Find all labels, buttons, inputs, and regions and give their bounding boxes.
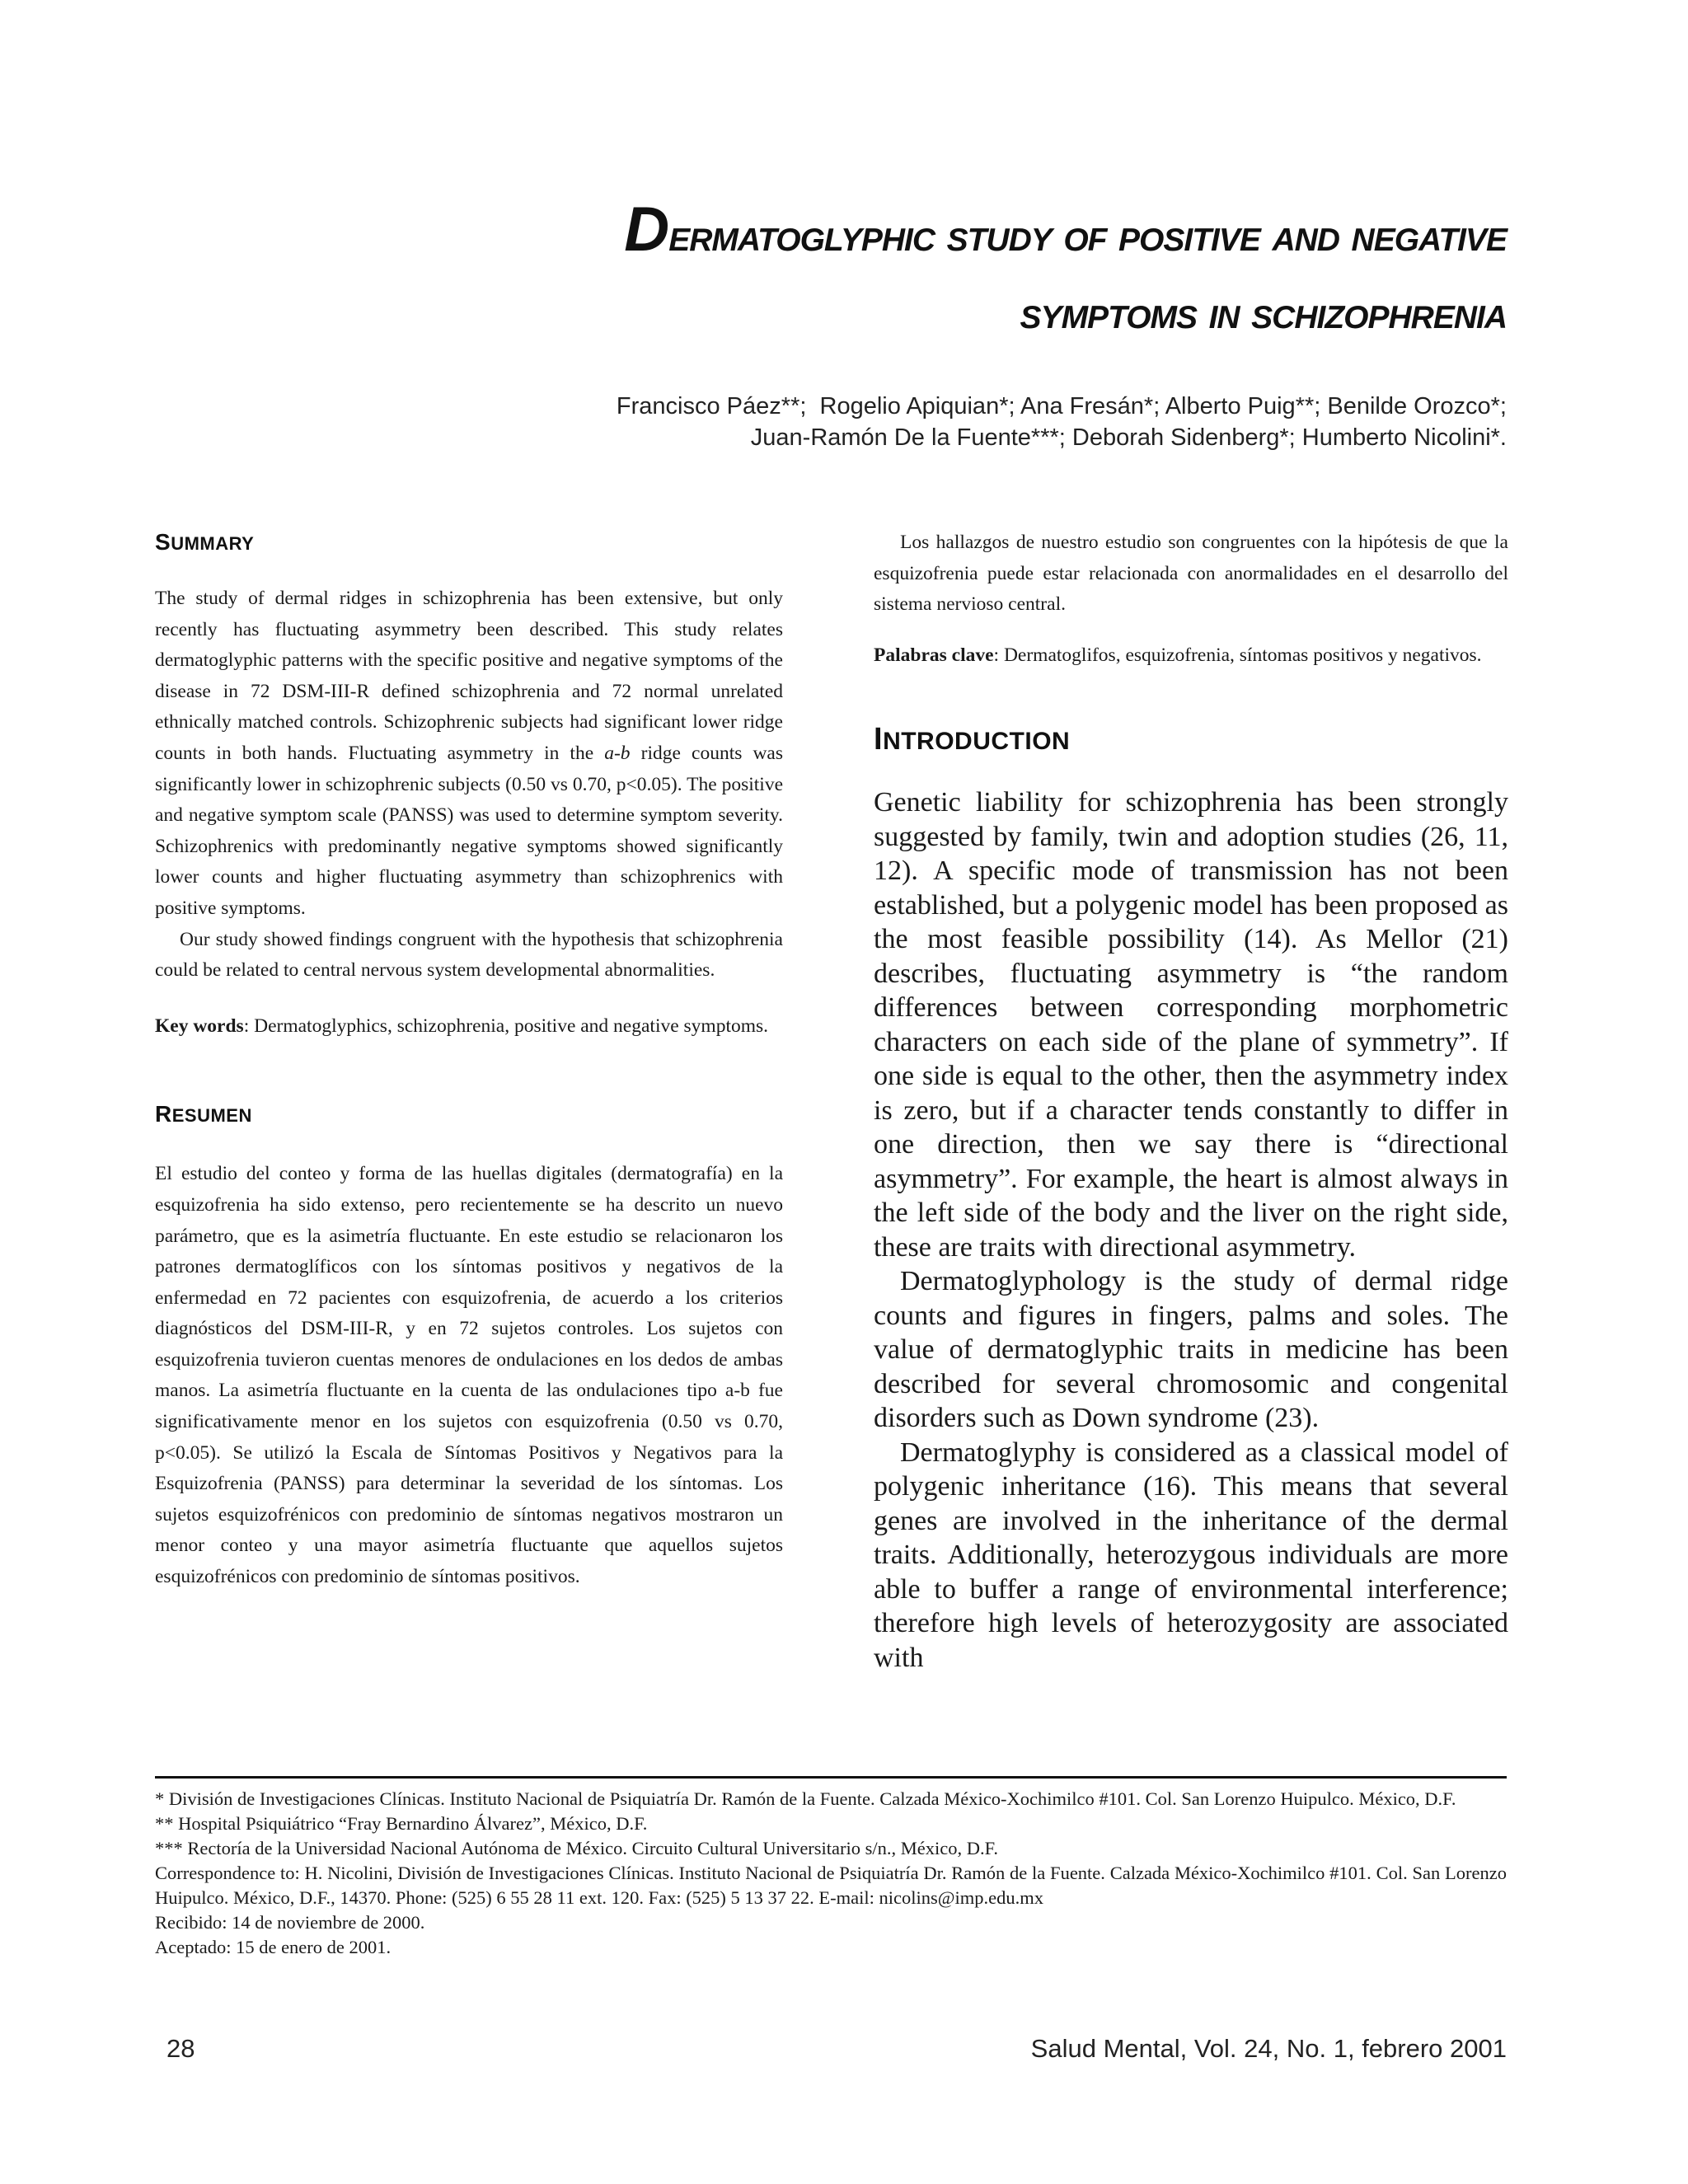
- introduction-heading: INTRODUCTION: [874, 722, 1071, 757]
- article-title: [247, 191, 1507, 351]
- title-line-1: ermatoglyphic study of positive and negative: [668, 209, 1507, 260]
- footnote-1: * División de Investigaciones Clínicas. Instituto Nacional de Psiquiatría Dr. Ramón de la Fuente. Calzada México-Xochimilco #101. Col. San Lorenzo Huipulco. México, D.F.: [155, 1788, 1456, 1809]
- summary-paragraph-2: Our study showed findings congruent with the hypothesis that schizophrenia could be related to central nervous system developmental abnormalities.: [155, 928, 783, 982]
- summary-paragraph-1: The study of dermal ridges in schizophrenia has been extensive, but only recently has fluctuating asymmetry been described. This study relates dermatoglyphic patterns with the specific positive and negative symptoms of the disease in 72 DSM-III-R defined schizophrenia and 72 normal unrelated ethnically matched controls. Schizophrenic subjects had significant lower ridge counts in both hands. Fluctuating asymmetry in the a-b ridge counts was significantly lower in schizophrenic subjects (0.50 vs 0.70, p<0.05). The positive and negative symptom scale (PANSS) was used to determine symptom severity. Schizophrenics with predominantly negative symptoms showed significantly lower counts and higher fluctuating asymmetry than schizophrenics with positive symptoms.: [155, 588, 783, 919]
- ab-term: a-b: [604, 742, 631, 764]
- resumen-paragraph-1: El estudio del conteo y forma de las huellas digitales (dermatografía) en la esquizofrenia ha sido extenso, pero recientemente se ha descrito un nuevo parámetro, que es la asimetría fluctuante. En este estudio se relacionaron los patrones dermatoglíficos con los síntomas positivos y negativos de la enfermedad en 72 pacientes con esquizofrenia, de acuerdo a los criterios diagnósticos del DSM-III-R, y en 72 sujetos controles. Los sujetos con esquizofrenia tuvieron cuentas menores de ondulaciones en los dedos de ambas manos. La asimetría fluctuante en la cuenta de las ondulaciones tipo a-b fue significativamente menor en los sujetos con esquizofrenia (0.50 vs 0.70, p<0.05). Se utilizó la Escala de Síntomas Positivos y Negativos para la Esquizofrenia (PANSS) para determinar la severidad de los síntomas. Los sujetos esquizofrénicos con predominio de síntomas negativos mostraron un menor conteo y una mayor asimetría fluctuante que aquellos sujetos esquizofrénicos con predominio de síntomas positivos.: [155, 1163, 783, 1588]
- resumen-paragraph-2: Los hallazgos de nuestro estudio son congruentes con la hipótesis de que la esquizofrenia puede estar relacionada con anormalidades en el desarrollo del sistema nervioso central.: [874, 532, 1508, 616]
- received-date: Recibido: 14 de noviembre de 2000.: [155, 1912, 425, 1933]
- author-list: [330, 391, 1507, 453]
- introduction-paragraph-3: Dermatoglyphy is considered as a classical model of polygenic inheritance (16). This means that several genes are involved in the inheritance of the dermal traits. Additionally, heterozygous individuals are more able to buffer a range of environmental interference; therefore high levels of heterozygosity are associated with: [874, 1436, 1508, 1673]
- authors-line-2: Juan-Ramón De la Fuente***; Deborah Sidenberg*; Humberto Nicolini*.: [750, 424, 1507, 451]
- title-initial: D: [624, 194, 669, 265]
- accepted-date: Aceptado: 15 de enero de 2001.: [155, 1937, 392, 1957]
- summary-heading: SUMMARY: [155, 529, 255, 555]
- footnotes: [155, 1787, 1507, 1960]
- left-column: [155, 527, 783, 1593]
- footnote-2: ** Hospital Psiquiátrico “Fray Bernardino Álvarez”, México, D.F.: [155, 1813, 648, 1834]
- introduction-paragraph-1: Genetic liability for schizophrenia has been strongly suggested by family, twin and adoption studies (26, 11, 12). A specific mode of transmission has not been established, but a polygenic model has been proposed as the most feasible possibility (14). As Mellor (21) describes, fluctuating asymmetry is “the random differences between corresponding morphometric characters on each side of the plane of symmetry”. If one side is equal to the other, then the asymmetry index is zero, but if a character tends constantly to differ in one direction, then we say there is “directional asymmetry”. For example, the heart is almost always in the left side of the body and the liver on the right side, these are traits with directional asymmetry.: [874, 787, 1508, 1263]
- footnote-3: *** Rectoría de la Universidad Nacional Autónoma de México. Circuito Cultural Universitario s/n., México, D.F.: [155, 1838, 998, 1858]
- journal-citation: Salud Mental, Vol. 24, No. 1, febrero 2001: [1030, 2034, 1507, 2063]
- title-line-2: symptoms in schizophrenia: [1020, 286, 1507, 338]
- footnote-divider: [155, 1776, 1507, 1779]
- page-number: 28: [166, 2034, 195, 2063]
- right-column: [874, 527, 1508, 1675]
- summary-keywords: Key words: Dermatoglyphics, schizophrenia, positive and negative symptoms.: [155, 1015, 769, 1037]
- correspondence-note: Correspondence to: H. Nicolini, División de Investigaciones Clínicas. Instituto Nacional de Psiquiatría Dr. Ramón de la Fuente. Calzada México-Xochimilco #101. Col. San Lorenzo Huipulco. México, D.F., 14370. Phone: (525) 6 55 28 11 ext. 120. Fax: (525) 5 13 37 22. E-mail: nicolins@imp.edu.mx: [155, 1863, 1507, 1908]
- authors-line-1: Francisco Páez**; Rogelio Apiquian*; Ana Fresán*; Alberto Puig**; Benilde Orozco*;: [616, 393, 1507, 419]
- resumen-keywords: Palabras clave: Dermatoglifos, esquizofrenia, síntomas positivos y negativos.: [874, 644, 1482, 666]
- resumen-heading: RESUMEN: [155, 1101, 252, 1127]
- introduction-paragraph-2: Dermatoglyphology is the study of dermal ridge counts and figures in fingers, palms and soles. The value of dermatoglyphic traits in medicine has been described for several chromosomic and congenital disorders such as Down syndrome (23).: [874, 1266, 1508, 1434]
